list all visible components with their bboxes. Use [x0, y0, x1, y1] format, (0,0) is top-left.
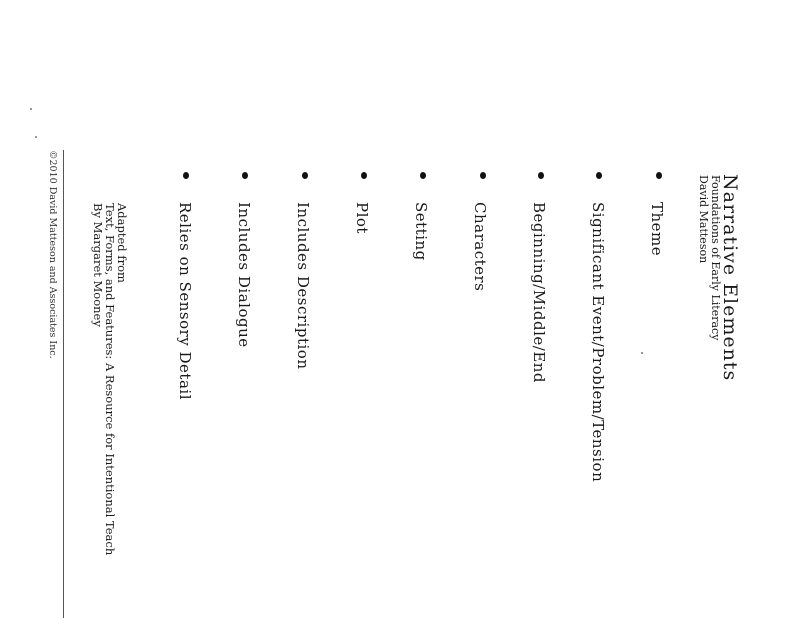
scan-speck	[35, 136, 37, 138]
scan-speck	[30, 108, 32, 110]
list-item-includes-description: Includes Description	[294, 202, 312, 370]
list-item-beginning-middle-end: Beginning/Middle/End	[530, 202, 548, 384]
bullet-setting	[420, 172, 426, 179]
list-item-includes-dialogue: Includes Dialogue	[235, 202, 253, 348]
bullet-significant-event	[596, 172, 602, 179]
scan-speck	[641, 352, 643, 354]
document-subtitle-series: Foundations of Early Literacy	[709, 175, 722, 341]
adapted-source-title: Text, Forms, and Features: A Resource for Intentional Teach	[103, 203, 117, 556]
bullet-theme	[656, 172, 662, 179]
document-author: David Matteson	[697, 175, 710, 264]
list-item-characters: Characters	[471, 202, 489, 292]
bullet-includes-dialogue	[242, 172, 248, 179]
list-item-theme: Theme	[648, 202, 666, 257]
footer-rule	[63, 150, 64, 618]
document-title: Narrative Elements	[719, 174, 741, 382]
list-item-sensory-detail: Relies on Sensory Detail	[176, 202, 194, 400]
bullet-sensory-detail	[183, 172, 189, 179]
bullet-plot	[361, 172, 367, 179]
bullet-characters	[480, 172, 486, 179]
list-item-significant-event: Significant Event/Problem/Tension	[589, 202, 607, 483]
list-item-setting: Setting	[412, 202, 430, 261]
bullet-includes-description	[302, 172, 308, 179]
adapted-from-label: Adapted from	[115, 203, 129, 283]
adapted-source-author: By Margaret Mooney	[91, 203, 105, 327]
bullet-beginning-middle-end	[538, 172, 544, 179]
copyright-notice: ©2010 David Matteson and Associates Inc.	[47, 150, 58, 359]
list-item-plot: Plot	[353, 202, 371, 234]
